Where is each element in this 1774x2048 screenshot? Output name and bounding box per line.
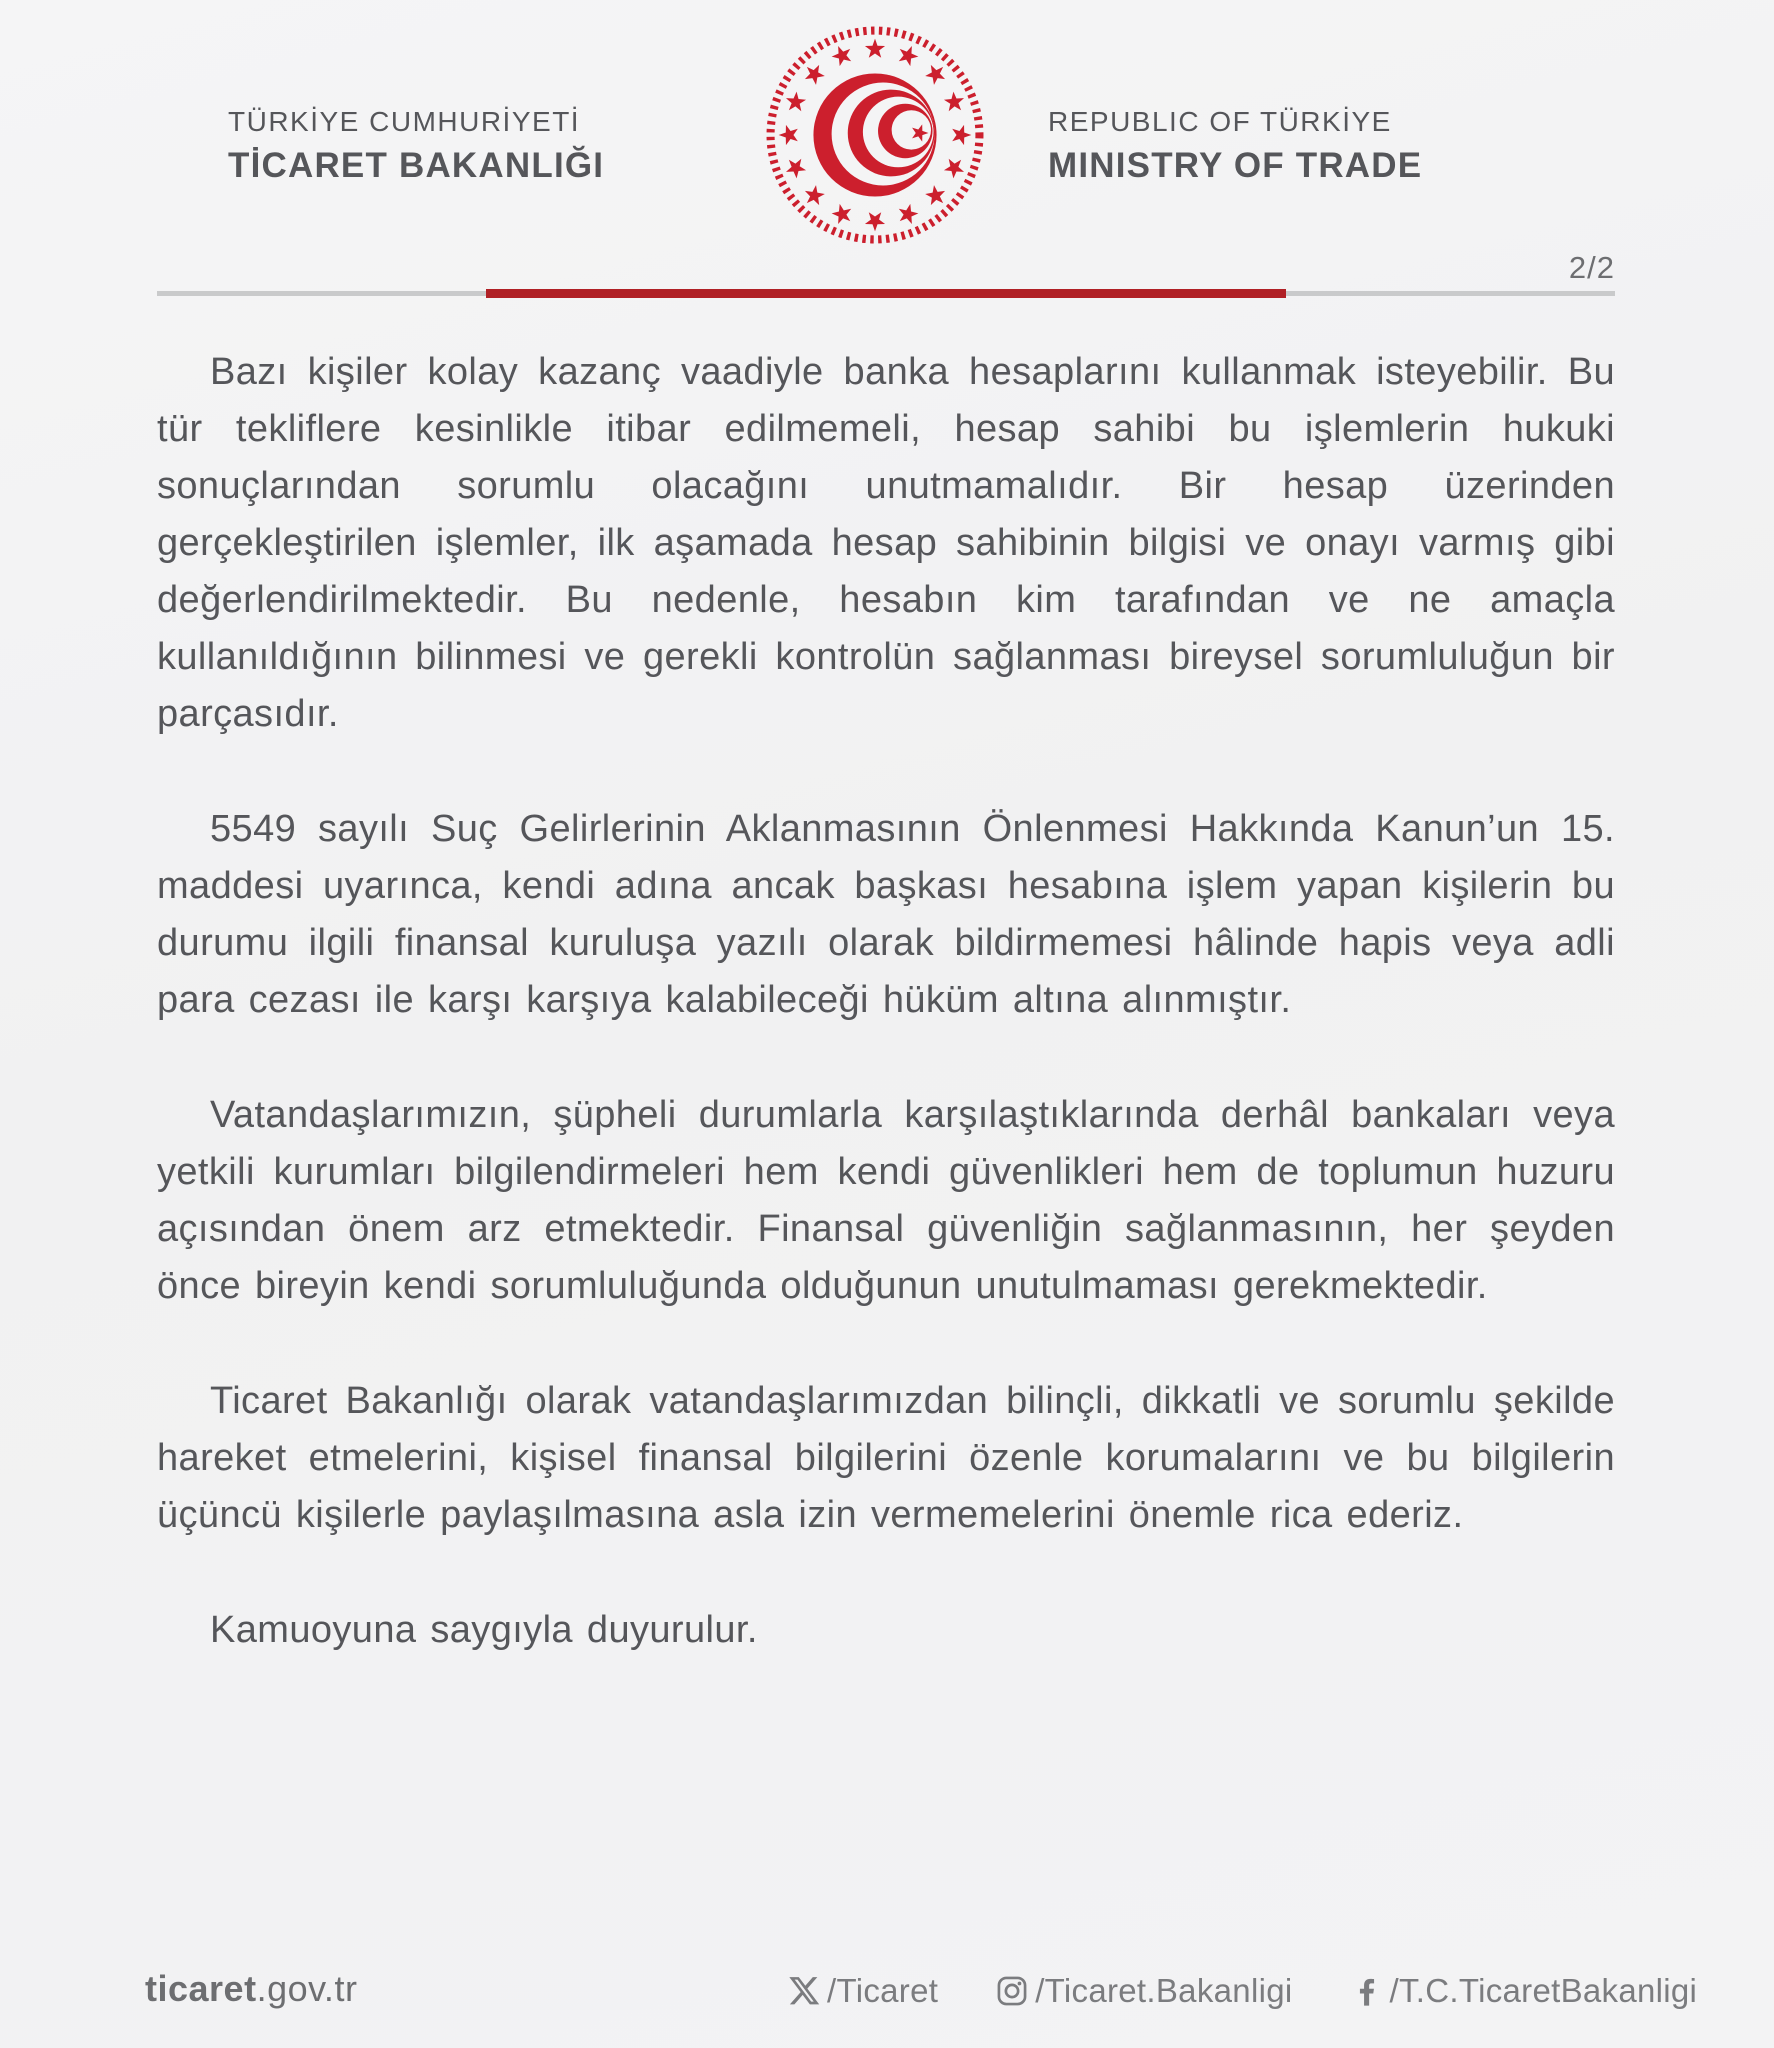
website-url <box>145 1968 357 2010</box>
paragraph-1: Bazı kişiler kolay kazanç vaadiyle banka hesaplarını kullanmak isteyebilir. Bu tür tekliflere kesinlikle itibar edilmemeli, hesap sahibi bu işlemlerin hukuki sonuçlarından sorumlu olacağını unutmamalıdır. Bir hesap üzerinden gerçekleştirilen işlemler, ilk aşamada hesap sahibinin bilgisi ve onayı varmış gibi değerlendirilmektedir. Bu nedenle, hesabın kim tarafından ve ne amaçla kullanıldığının bilinmesi ve gerekli kontrolün sağlanması bireysel sorumluluğun bir parçasıdır. <box>157 351 1615 735</box>
instagram-icon <box>996 1975 1028 2007</box>
website-url-rest: .gov.tr <box>256 1968 358 2009</box>
facebook-icon <box>1351 1975 1383 2007</box>
social-x <box>788 1972 938 2010</box>
header-tr-line1: TÜRKİYE CUMHURİYETİ <box>228 106 581 137</box>
social-facebook <box>1351 1972 1698 2010</box>
header-english-title <box>1048 104 1422 189</box>
social-instagram <box>996 1972 1292 2010</box>
header-turkish-title <box>228 104 604 189</box>
divider-red-segment <box>486 289 1286 298</box>
paragraph-2: 5549 sayılı Suç Gelirlerinin Aklanmasının Önlenmesi Hakkında Kanun’un 15. maddesi uyarınca, kendi adına ancak başkası hesabına işlem yapan kişilerin bu durumu ilgili finansal kuruluşa yazılı olarak bildirmemesi hâlinde hapis veya adli para cezası ile karşı karşıya kalabileceği hüküm altına alınmıştır. <box>157 808 1615 1021</box>
social-instagram-handle: /Ticaret.Bakanligi <box>1035 1972 1293 2009</box>
announcement-body <box>157 344 1615 1659</box>
closing-line: Kamuoyuna saygıyla duyurulur. <box>210 1609 758 1651</box>
ministry-of-trade-logo-icon <box>764 24 986 246</box>
paragraph-3: Vatandaşlarımızın, şüpheli durumlarla karşılaştıklarında derhâl bankaları veya yetkili kurumları bilgilendirmeleri hem kendi güvenlikleri hem de toplumun huzuru açısından önem arz etmektedir. Finansal güvenliğin sağlanmasının, her şeyden önce bireyin kendi sorumluluğunda olduğunun unutulmaması gerekmektedir. <box>157 1094 1615 1307</box>
paragraph-4: Ticaret Bakanlığı olarak vatandaşlarımızdan bilinçli, dikkatli ve sorumlu şekilde hareket etmelerini, kişisel finansal bilgilerini özenle korumalarını ve bu bilgilerin üçüncü kişilerle paylaşılmasına asla izin vermemelerini önemle rica ederiz. <box>157 1380 1615 1536</box>
header-tr-line2: TİCARET BAKANLIĞI <box>228 145 605 185</box>
page-indicator: 2/2 <box>1568 250 1615 285</box>
website-url-bold: ticaret <box>145 1968 257 2009</box>
x-icon <box>788 1975 820 2007</box>
divider-line <box>157 291 1615 296</box>
social-facebook-handle: /T.C.TicaretBakanligi <box>1389 1972 1698 2009</box>
header-en-line1: REPUBLIC OF TÜRKİYE <box>1048 106 1392 137</box>
social-links <box>788 1972 1697 2010</box>
header-en-line2: MINISTRY OF TRADE <box>1048 145 1423 185</box>
social-x-handle: /Ticaret <box>827 1972 939 2009</box>
